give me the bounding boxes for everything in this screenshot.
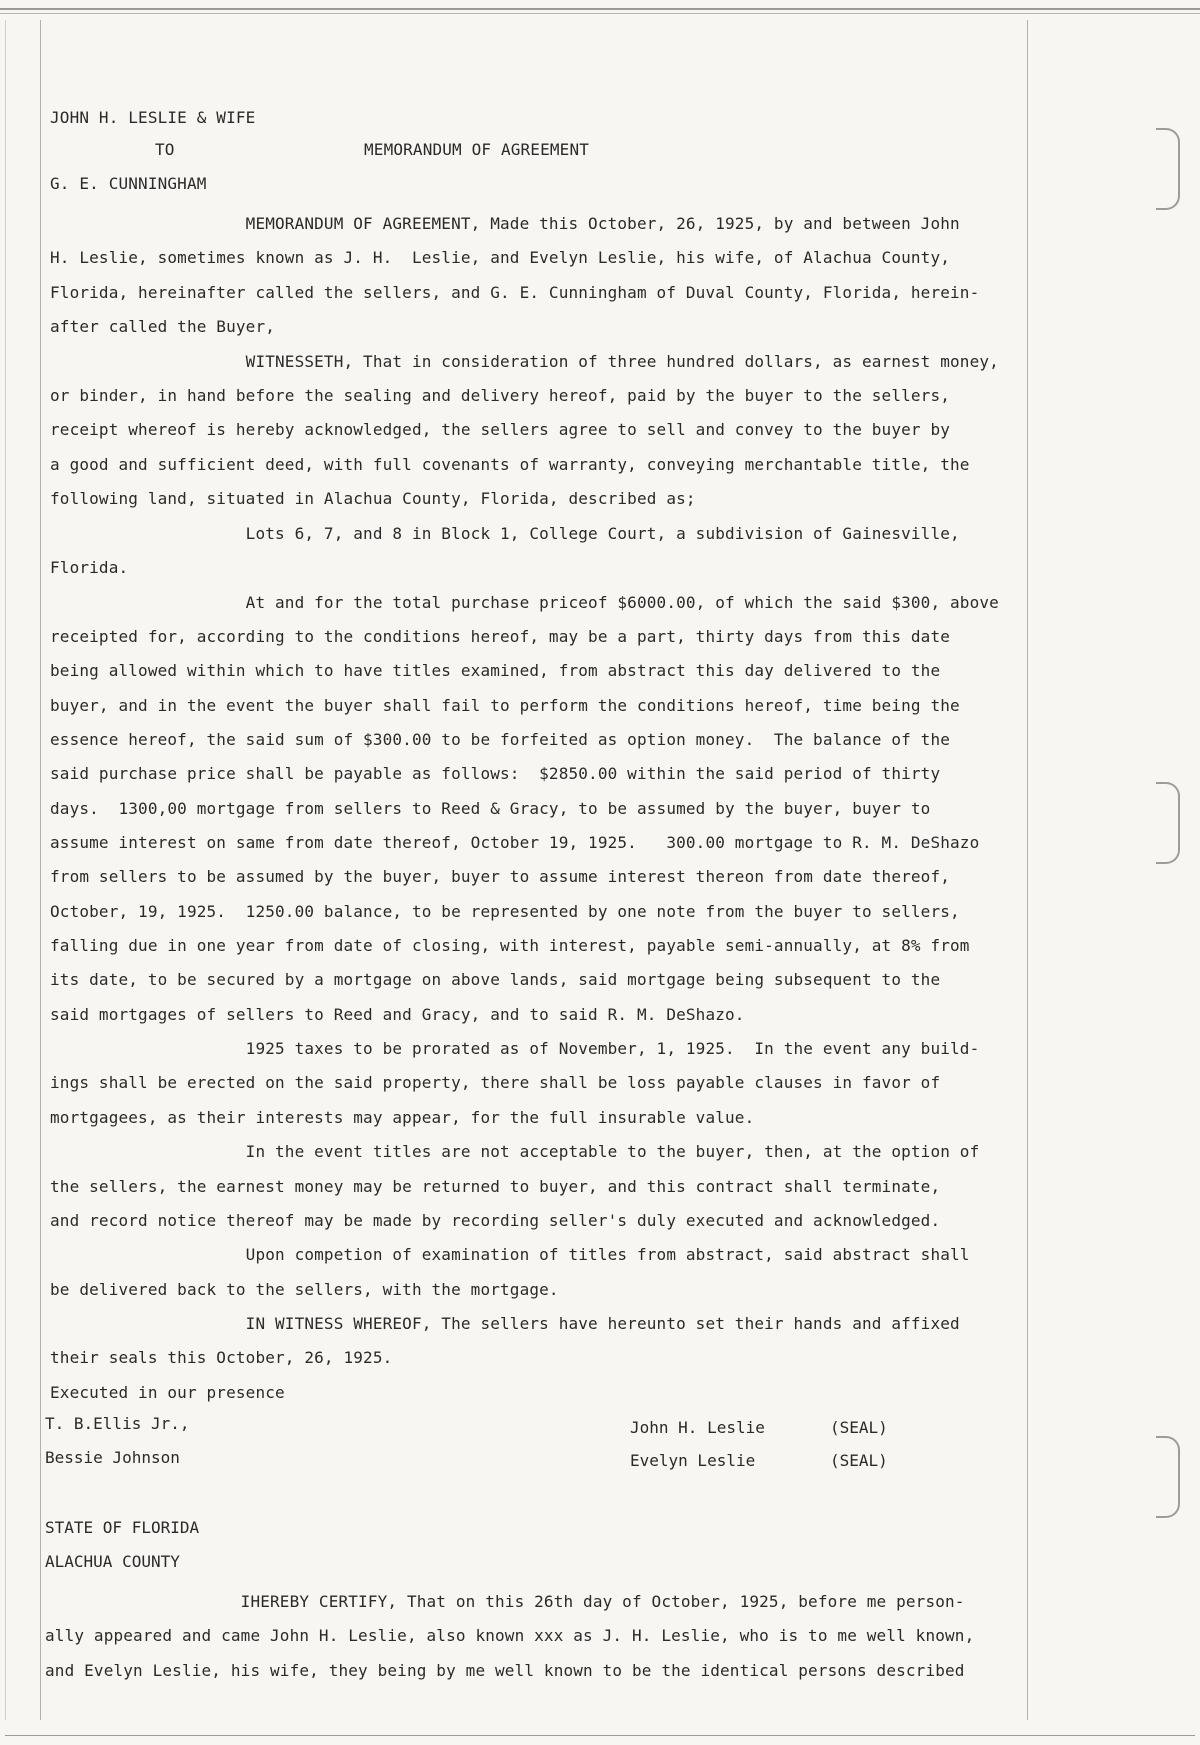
body-line: H. Leslie, sometimes known as J. H. Leslie, and Evelyn Leslie, his wife, of Alachua County,: [50, 248, 951, 267]
witness-1-signature: T. B.Ellis Jr.,: [45, 1414, 190, 1433]
body-line: 1925 taxes to be prorated as of November, 1, 1925. In the event any build-: [50, 1039, 980, 1058]
body-line: WITNESSETH, That in consideration of three hundred dollars, as earnest money,: [50, 352, 999, 371]
body-line: falling due in one year from date of closing, with interest, payable semi-annually, at 8% from: [50, 936, 970, 955]
seller-1-signature: John H. Leslie: [630, 1418, 765, 1437]
venue-state: STATE OF FLORIDA: [45, 1518, 200, 1537]
body-line: Executed in our presence: [50, 1383, 285, 1402]
bottom-border-rule: [5, 1735, 1195, 1736]
venue-county: ALACHUA COUNTY: [45, 1552, 180, 1571]
body-line: buyer, and in the event the buyer shall fail to perform the conditions hereof, time being the: [50, 696, 960, 715]
certificate-line: and Evelyn Leslie, his wife, they being by me well known to be the identical persons described: [45, 1661, 965, 1680]
body-line: mortgagees, as their interests may appear, for the full insurable value.: [50, 1108, 755, 1127]
grantee-line: G. E. CUNNINGHAM: [50, 174, 207, 193]
left-page-edge: [5, 20, 6, 1720]
body-line: essence hereof, the said sum of $300.00 to be forfeited as option money. The balance of the: [50, 730, 951, 749]
seller-2-signature: Evelyn Leslie: [630, 1451, 756, 1470]
body-line: October, 19, 1925. 1250.00 balance, to be represented by one note from the buyer to sellers,: [50, 902, 960, 921]
left-margin-rule: [40, 20, 41, 1720]
body-line: after called the Buyer,: [50, 317, 276, 336]
seal-1: (SEAL): [830, 1418, 888, 1437]
body-line: their seals this October, 26, 1925.: [50, 1348, 393, 1367]
binder-hole-bottom: [1156, 1436, 1180, 1518]
body-line: Florida.: [50, 558, 129, 577]
body-line: Lots 6, 7, and 8 in Block 1, College Court, a subdivision of Gainesville,: [50, 524, 960, 543]
to-line: TO: [155, 140, 175, 159]
body-line: receipt whereof is hereby acknowledged, the sellers agree to sell and convey to the buyer by: [50, 420, 951, 439]
body-line: from sellers to be assumed by the buyer, buyer to assume interest thereon from date thereof,: [50, 867, 951, 886]
certificate-line: ally appeared and came John H. Leslie, also known xxx as J. H. Leslie, who is to me well known,: [45, 1626, 975, 1645]
body-line: and record notice thereof may be made by recording seller's duly executed and acknowledged.: [50, 1211, 941, 1230]
binder-hole-middle: [1156, 782, 1180, 864]
body-line: Florida, hereinafter called the sellers, and G. E. Cunningham of Duval County, Florida, herein-: [50, 283, 980, 302]
body-line: assume interest on same from date thereof, October 19, 1925. 300.00 mortgage to R. M. DeShazo: [50, 833, 980, 852]
body-line: days. 1300,00 mortgage from sellers to Reed & Gracy, to be assumed by the buyer, buyer to: [50, 799, 931, 818]
body-line: its date, to be secured by a mortgage on above lands, said mortgage being subsequent to the: [50, 970, 941, 989]
body-line: a good and sufficient deed, with full covenants of warranty, conveying merchantable title, the: [50, 455, 970, 474]
body-line: Upon competion of examination of titles from abstract, said abstract shall: [50, 1245, 970, 1264]
witness-2-signature: Bessie Johnson: [45, 1448, 180, 1467]
top-border-rule: [0, 8, 1200, 10]
top-border-rule-inner: [0, 13, 1200, 14]
body-line: be delivered back to the sellers, with the mortgage.: [50, 1280, 559, 1299]
body-line: said mortgages of sellers to Reed and Gracy, and to said R. M. DeShazo.: [50, 1005, 745, 1024]
body-line: the sellers, the earnest money may be returned to buyer, and this contract shall terminate,: [50, 1177, 941, 1196]
body-line: or binder, in hand before the sealing and delivery hereof, paid by the buyer to the sellers,: [50, 386, 951, 405]
body-line: At and for the total purchase priceof $6000.00, of which the said $300, above: [50, 593, 999, 612]
grantor-line: JOHN H. LESLIE & WIFE: [50, 108, 256, 127]
seal-2: (SEAL): [830, 1451, 888, 1470]
body-line: receipted for, according to the conditions hereof, may be a part, thirty days from this date: [50, 627, 951, 646]
binder-hole-top: [1156, 128, 1180, 210]
body-line: being allowed within which to have titles examined, from abstract this day delivered to the: [50, 661, 941, 680]
body-line: said purchase price shall be payable as follows: $2850.00 within the said period of thirty: [50, 764, 941, 783]
body-line: In the event titles are not acceptable to the buyer, then, at the option of: [50, 1142, 980, 1161]
document-title: MEMORANDUM OF AGREEMENT: [364, 140, 590, 159]
body-line: IN WITNESS WHEREOF, The sellers have hereunto set their hands and affixed: [50, 1314, 960, 1333]
body-line: ings shall be erected on the said property, there shall be loss payable clauses in favor of: [50, 1073, 941, 1092]
certificate-line: IHEREBY CERTIFY, That on this 26th day of October, 1925, before me person-: [45, 1592, 965, 1611]
body-line: following land, situated in Alachua County, Florida, described as;: [50, 489, 696, 508]
right-margin-rule: [1027, 20, 1028, 1720]
body-line: MEMORANDUM OF AGREEMENT, Made this October, 26, 1925, by and between John: [50, 214, 960, 233]
